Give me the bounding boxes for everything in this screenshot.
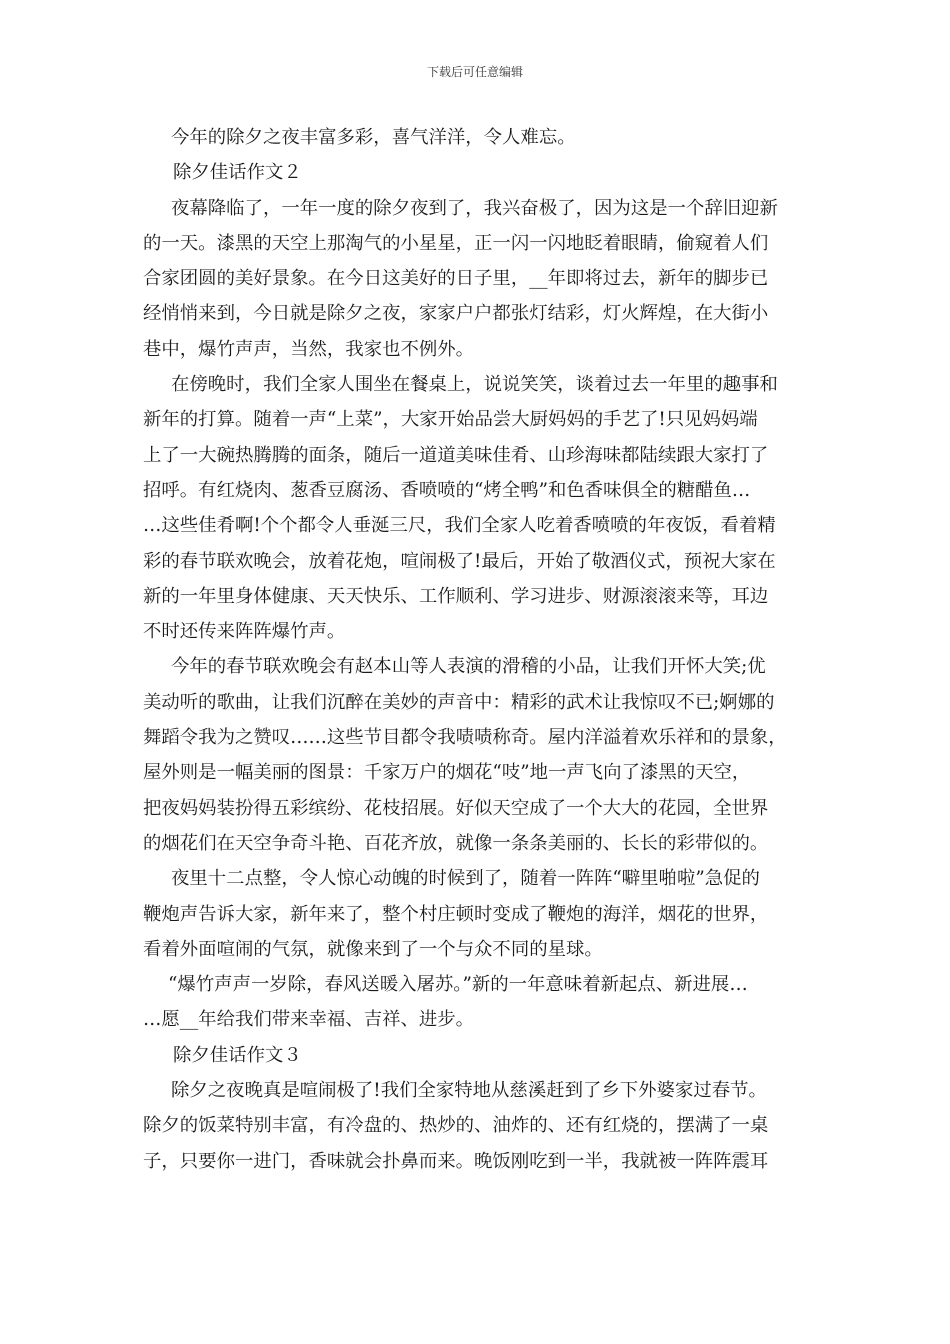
paragraph-line: 新年的打算。随着一声“上菜”，大家开始品尝大厨妈妈的手艺了!只见妈妈端 (143, 409, 758, 431)
paragraph-line: 除夕的饭菜特别丰富，有冷盘的、热炒的、油炸的、还有红烧的，摆满了一桌 (143, 1115, 769, 1137)
paragraph-line: 今年的春节联欢晚会有赵本山等人表演的滑稽的小品，让我们开怀大笑;优 (171, 656, 766, 678)
paragraph-line: 的一天。漆黑的天空上那淘气的小星星，正一闪一闪地眨着眼睛，偷窥着人们 (143, 232, 769, 254)
paragraph-line: 合家团圆的美好景象。在今日这美好的日子里，__年即将过去，新年的脚步已 (143, 268, 769, 290)
paragraph-line: 上了一大碗热腾腾的面条，随后一道道美味佳肴、山珍海味都陆续跟大家打了 (143, 444, 769, 466)
paragraph-line: 巷中，爆竹声声，当然，我家也不例外。 (143, 338, 475, 360)
paragraph-line: 招呼。有红烧肉、葱香豆腐汤、香喷喷的“烤全鸭”和色香味俱全的糖醋鱼… (143, 479, 751, 501)
paragraph-line: 美动听的歌曲，让我们沉醉在美妙的声音中：精彩的武术让我惊叹不已;婀娜的 (143, 691, 775, 713)
paragraph-line: 看着外面喧闹的气氛，就像来到了一个与众不同的星球。 (143, 938, 603, 960)
paragraph-line: 舞蹈令我为之赞叹……这些节目都令我啧啧称奇。屋内洋溢着欢乐祥和的景象， (143, 727, 787, 749)
paragraph-line: 新的一年里身体健康、天天快乐、工作顺利、学习进步、财源滚滚来等，耳边 (143, 585, 769, 607)
paragraph-line: 今年的除夕之夜丰富多彩，喜气洋洋，令人难忘。 (171, 127, 576, 148)
paragraph-line: 鞭炮声告诉大家，新年来了，整个村庄顿时变成了鞭炮的海洋，烟花的世界， (143, 903, 769, 925)
paragraph-line: “爆竹声声一岁除，春风送暖入屠苏。”新的一年意味着新起点、新进展… (168, 974, 748, 996)
paragraph-line: 经悄悄来到，今日就是除夕之夜，家家户户都张灯结彩，灯火辉煌，在大街小 (143, 303, 769, 325)
paragraph-line: …这些佳肴啊!个个都令人垂涎三尺，我们全家人吃着香喷喷的年夜饭，看着精 (143, 515, 776, 537)
paragraph-line: 把夜妈妈装扮得五彩缤纷、花枝招展。好似天空成了一个大大的花园，全世界 (143, 797, 769, 819)
paragraph-line: 彩的春节联欢晚会，放着花炮，喧闹极了!最后，开始了敬酒仪式，预祝大家在 (143, 550, 776, 572)
paragraph-line: 屋外则是一幅美丽的图景：千家万户的烟花“吱”地一声飞向了漆黑的天空， (143, 762, 751, 784)
paragraph-line: 的烟花们在天空争奇斗艳、百花齐放，就像一条条美丽的、长长的彩带似的。 (143, 832, 769, 854)
paragraph-line: 夜里十二点整，令人惊心动魄的时候到了，随着一阵阵“噼里啪啦”急促的 (171, 868, 760, 890)
paragraph-line: 不时还传来阵阵爆竹声。 (143, 621, 346, 643)
paragraph-line: 夜幕降临了，一年一度的除夕夜到了，我兴奋极了，因为这是一个辞旧迎新 (171, 197, 778, 219)
page-header: 下载后可任意编辑 (426, 65, 523, 79)
section-heading: 除夕佳话作文３ (173, 1044, 302, 1066)
document-body (143, 120, 823, 1179)
paragraph-line: …愿__年给我们带来幸福、吉祥、进步。 (143, 1009, 475, 1031)
paragraph-line: 除夕之夜晚真是喧闹极了!我们全家特地从慈溪赶到了乡下外婆家过春节。 (171, 1080, 767, 1102)
paragraph-line: 子，只要你一进门，香味就会扑鼻而来。晚饭刚吃到一半，我就被一阵阵震耳 (143, 1150, 769, 1172)
paragraph-line: 在傍晚时，我们全家人围坐在餐桌上，说说笑笑，谈着过去一年里的趣事和 (171, 374, 778, 396)
section-heading: 除夕佳话作文２ (173, 162, 302, 184)
